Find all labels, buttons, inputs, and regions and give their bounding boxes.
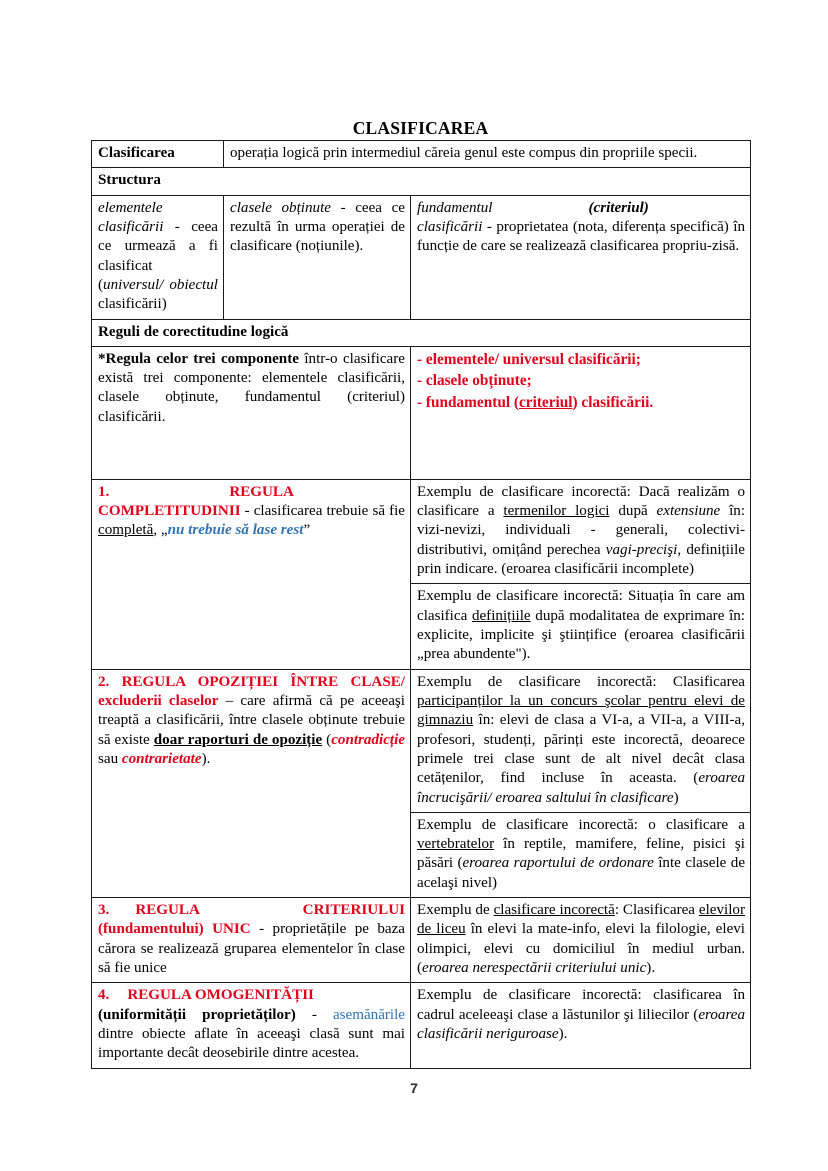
rule-2-ex1-mid: în: elevi de clasa a VI-a, a VII-a, a VIII-a, profesori, studenți, părinți este incorectă, deoarece primele trei clase sunt de alt nivel decât clasa cetățenilor, find incluse în aceasta. ( xyxy=(417,712,746,787)
rule-3-example-1 xyxy=(411,898,751,983)
structure-term-elements: elementele clasificării xyxy=(98,199,164,235)
rule-2-left xyxy=(92,669,411,897)
structure-text-classes: - ceea ce rezultă în urma operației de clasificare (noțiunile). xyxy=(230,199,405,255)
rule-1-ex1-mid2: în: vizi-nevizi, individuali - generali, colectivi-distributivi, omițând perechea xyxy=(417,503,746,558)
rule-1-body-c: ” xyxy=(303,522,311,539)
classification-table xyxy=(91,140,751,1069)
rule-2-red-italic-2: contrarietate xyxy=(121,750,202,767)
rule-2-ex1-lead: Exemplu de clasificare incorectă: Clasificarea xyxy=(417,673,746,690)
rule-list-item-1: - elementele/ universul clasificării; xyxy=(417,350,641,368)
definition-text: operația logică prin intermediul căreia genul este compus din propriile specii. xyxy=(224,141,751,168)
rule-3-number: 3. xyxy=(98,902,110,919)
rule-2-number: 2. xyxy=(98,673,110,690)
rule-2-ex1-tail: ) xyxy=(673,789,679,806)
structure-text-criterion: - proprietatea (nota, diferența specifică) în funcție de care se realizează clasificarea propriu-zisă. xyxy=(417,218,746,255)
rule-1-ex1-tail: , definițiile prin indicare. (eroarea clasificării incomplete) xyxy=(417,541,746,578)
rule-2-body-a: – care afirmă că pe aceeaşi treaptă a clasificării, între clasele obținute trebuie să existe xyxy=(98,692,405,748)
rule-3-ex1-mid: : Clasificarea xyxy=(614,902,699,919)
rule-2-ex1-underlined: participanților la un concurs şcolar pentru elevi de gimnaziu xyxy=(417,692,746,729)
structure-cell-classes xyxy=(224,195,411,319)
rule-4-ex1-lead: Exemplu de clasificare incorectă: clasificarea în cadrul aceleeaşi clase a lăstunilor şi liliecilor ( xyxy=(417,987,746,1023)
rule-list-item-3: - fundamentul (criteriul) clasificării. xyxy=(417,393,654,411)
rule-2-ex2-italic: eroarea raportului de ordonare xyxy=(462,855,654,872)
rule-2-underlined: doar raporturi de opoziție xyxy=(153,731,323,748)
table-row-rules-header xyxy=(92,319,751,346)
rule-2-ex2-lead: Exemplu de clasificare incorectă: o clasificare a xyxy=(417,816,746,833)
rule-2-ex1-italic: eroarea încrucişării/ eroarea saltului în clasificare xyxy=(417,770,746,806)
rule-1-ex2-lead: Exemplu de clasificare incorectă: Situația în care am clasifica xyxy=(417,588,746,624)
structure-text-elements-b: clasificării) xyxy=(98,296,167,313)
rule-2-body-d: ). xyxy=(201,750,211,767)
rule-1-left xyxy=(92,479,411,669)
structure-text-elements-a: - ceea ce urmează a fi clasificat ( xyxy=(98,218,218,293)
structure-cell-elements xyxy=(92,195,224,319)
rule-1-ex1-mid: după xyxy=(609,503,657,520)
structure-term-criterion-bold: (criteriul) xyxy=(588,199,649,216)
rule-3-heading: REGULA CRITERIULUI (fundamentului) UNIC xyxy=(98,902,405,938)
rule-4-left xyxy=(92,983,411,1068)
rule-1-example-1 xyxy=(411,479,751,584)
structure-term-classes: clasele obținute xyxy=(230,199,331,216)
structure-term-criterion: fundamentul xyxy=(417,199,493,216)
rule-three-components-body: într-o clasificare există trei componente: elementele clasificării, clasele obținute, fundamentul (criteriul) clasificării. xyxy=(98,350,405,425)
rule-1-ex1-lead: Exemplu de clasificare incorectă: Dacă realizăm o clasificare a xyxy=(417,483,746,520)
rule-1-ex2-underlined: definițiile xyxy=(471,607,531,624)
rule-1-ex1-italic2: vagi-precişi xyxy=(605,541,678,558)
rule-3-ex1-underlined-2: elevilor de liceu xyxy=(417,902,746,938)
rule-2-heading: REGULA OPOZIȚIEI ÎNTRE CLASE/ excluderii claselor xyxy=(98,673,405,709)
rule-4-heading: REGULA OMOGENITĂȚII xyxy=(127,987,314,1004)
structure-header: Structura xyxy=(92,168,751,195)
rule-1-number: 1. xyxy=(98,483,110,500)
rule-3-ex1-lead: Exemplu de xyxy=(417,902,494,919)
rule-three-components-heading: *Regula celor trei componente xyxy=(98,350,299,367)
rule-4-ex1-italic: eroarea clasificării neriguroase xyxy=(417,1006,746,1042)
rule-three-components-right xyxy=(411,346,751,479)
rule-2-ex2-tail: înte clasele de acelaşi nivel) xyxy=(417,855,746,891)
structure-term-criterion-2: clasificării xyxy=(417,218,483,235)
rule-3-ex1-mid2: în elevi la mate-info, elevi la filologie, elevi olimpici, elevi cu domiciliul în mediul urban. ( xyxy=(417,921,746,976)
rule-3-left xyxy=(92,898,411,983)
table-row-rule-2 xyxy=(92,669,751,812)
table-row-structure xyxy=(92,195,751,319)
rule-4-ex1-tail: ). xyxy=(558,1025,568,1042)
rule-1-body-b: , „ xyxy=(153,522,168,539)
page-number: 7 xyxy=(410,1080,418,1096)
rule-1-underlined: completă xyxy=(98,522,154,539)
rule-list-underlined: criteriul xyxy=(519,393,573,411)
rule-3-ex1-underlined: clasificare incorectă xyxy=(493,902,615,919)
definition-label: Clasificarea xyxy=(92,141,224,168)
rule-three-components-left xyxy=(92,346,411,479)
table-row-rule-1 xyxy=(92,479,751,584)
rule-4-example-1 xyxy=(411,983,751,1068)
rule-1-heading: REGULA COMPLETITUDINII xyxy=(98,483,294,520)
rule-2-ex2-mid: în reptile, mamifere, feline, pisici şi păsări ( xyxy=(417,836,746,872)
structure-term-elements-2: universul/ obiectul xyxy=(103,276,218,293)
rule-2-example-1 xyxy=(411,669,751,812)
rule-3-body-a: - proprietățile pe baza cărora se realizează gruparea elementelor în clase să fie unice xyxy=(98,921,405,976)
rule-2-body-b: ( xyxy=(322,731,332,748)
rule-3-ex1-tail: ). xyxy=(646,960,656,976)
rule-1-ex1-underlined: termenilor logici xyxy=(503,503,610,520)
structure-cell-criterion xyxy=(411,195,751,319)
rule-3-ex1-italic: eroarea nerespectării criteriului unic xyxy=(422,960,647,976)
table-row-rule-3 xyxy=(92,898,751,983)
page-title: CLASIFICAREA xyxy=(352,118,489,138)
rules-header: Reguli de corectitudine logică xyxy=(92,319,751,346)
rule-2-body-c: sau xyxy=(98,750,122,767)
table-row-definition xyxy=(92,141,751,168)
rule-1-example-2 xyxy=(411,584,751,669)
rule-1-quoted: nu trebuie să lase rest xyxy=(167,522,304,539)
table-row-structure-header xyxy=(92,168,751,195)
rule-1-body-a: - clasificarea trebuie să fie xyxy=(240,503,405,520)
rule-2-red-italic-1: contradicție xyxy=(331,731,405,748)
table-row-rule-4 xyxy=(92,983,751,1068)
rule-4-bold-black: (uniformității proprietăților) xyxy=(98,1006,296,1023)
rule-4-blue-word: asemănările xyxy=(332,1006,406,1023)
table-row-rule-three-components xyxy=(92,346,751,479)
rule-4-number: 4. xyxy=(98,987,110,1004)
rule-4-body-a: dintre obiecte aflate în aceeaşi clasă sunt mai importante decât deosebirile dintre acestea. xyxy=(98,1025,405,1062)
rule-2-ex2-underlined: vertebratelor xyxy=(417,836,495,853)
rule-4-dash: - xyxy=(295,1006,333,1023)
rule-1-ex2-tail: după modalitatea de exprimare în: explicite, implicite şi ştiințifice (eroarea clasificării „prea abundente"). xyxy=(417,607,746,663)
rule-2-example-2 xyxy=(411,812,751,897)
rule-list-item-2: - clasele obținute; xyxy=(417,372,532,390)
rule-1-ex1-italic: extensiune xyxy=(656,503,721,520)
